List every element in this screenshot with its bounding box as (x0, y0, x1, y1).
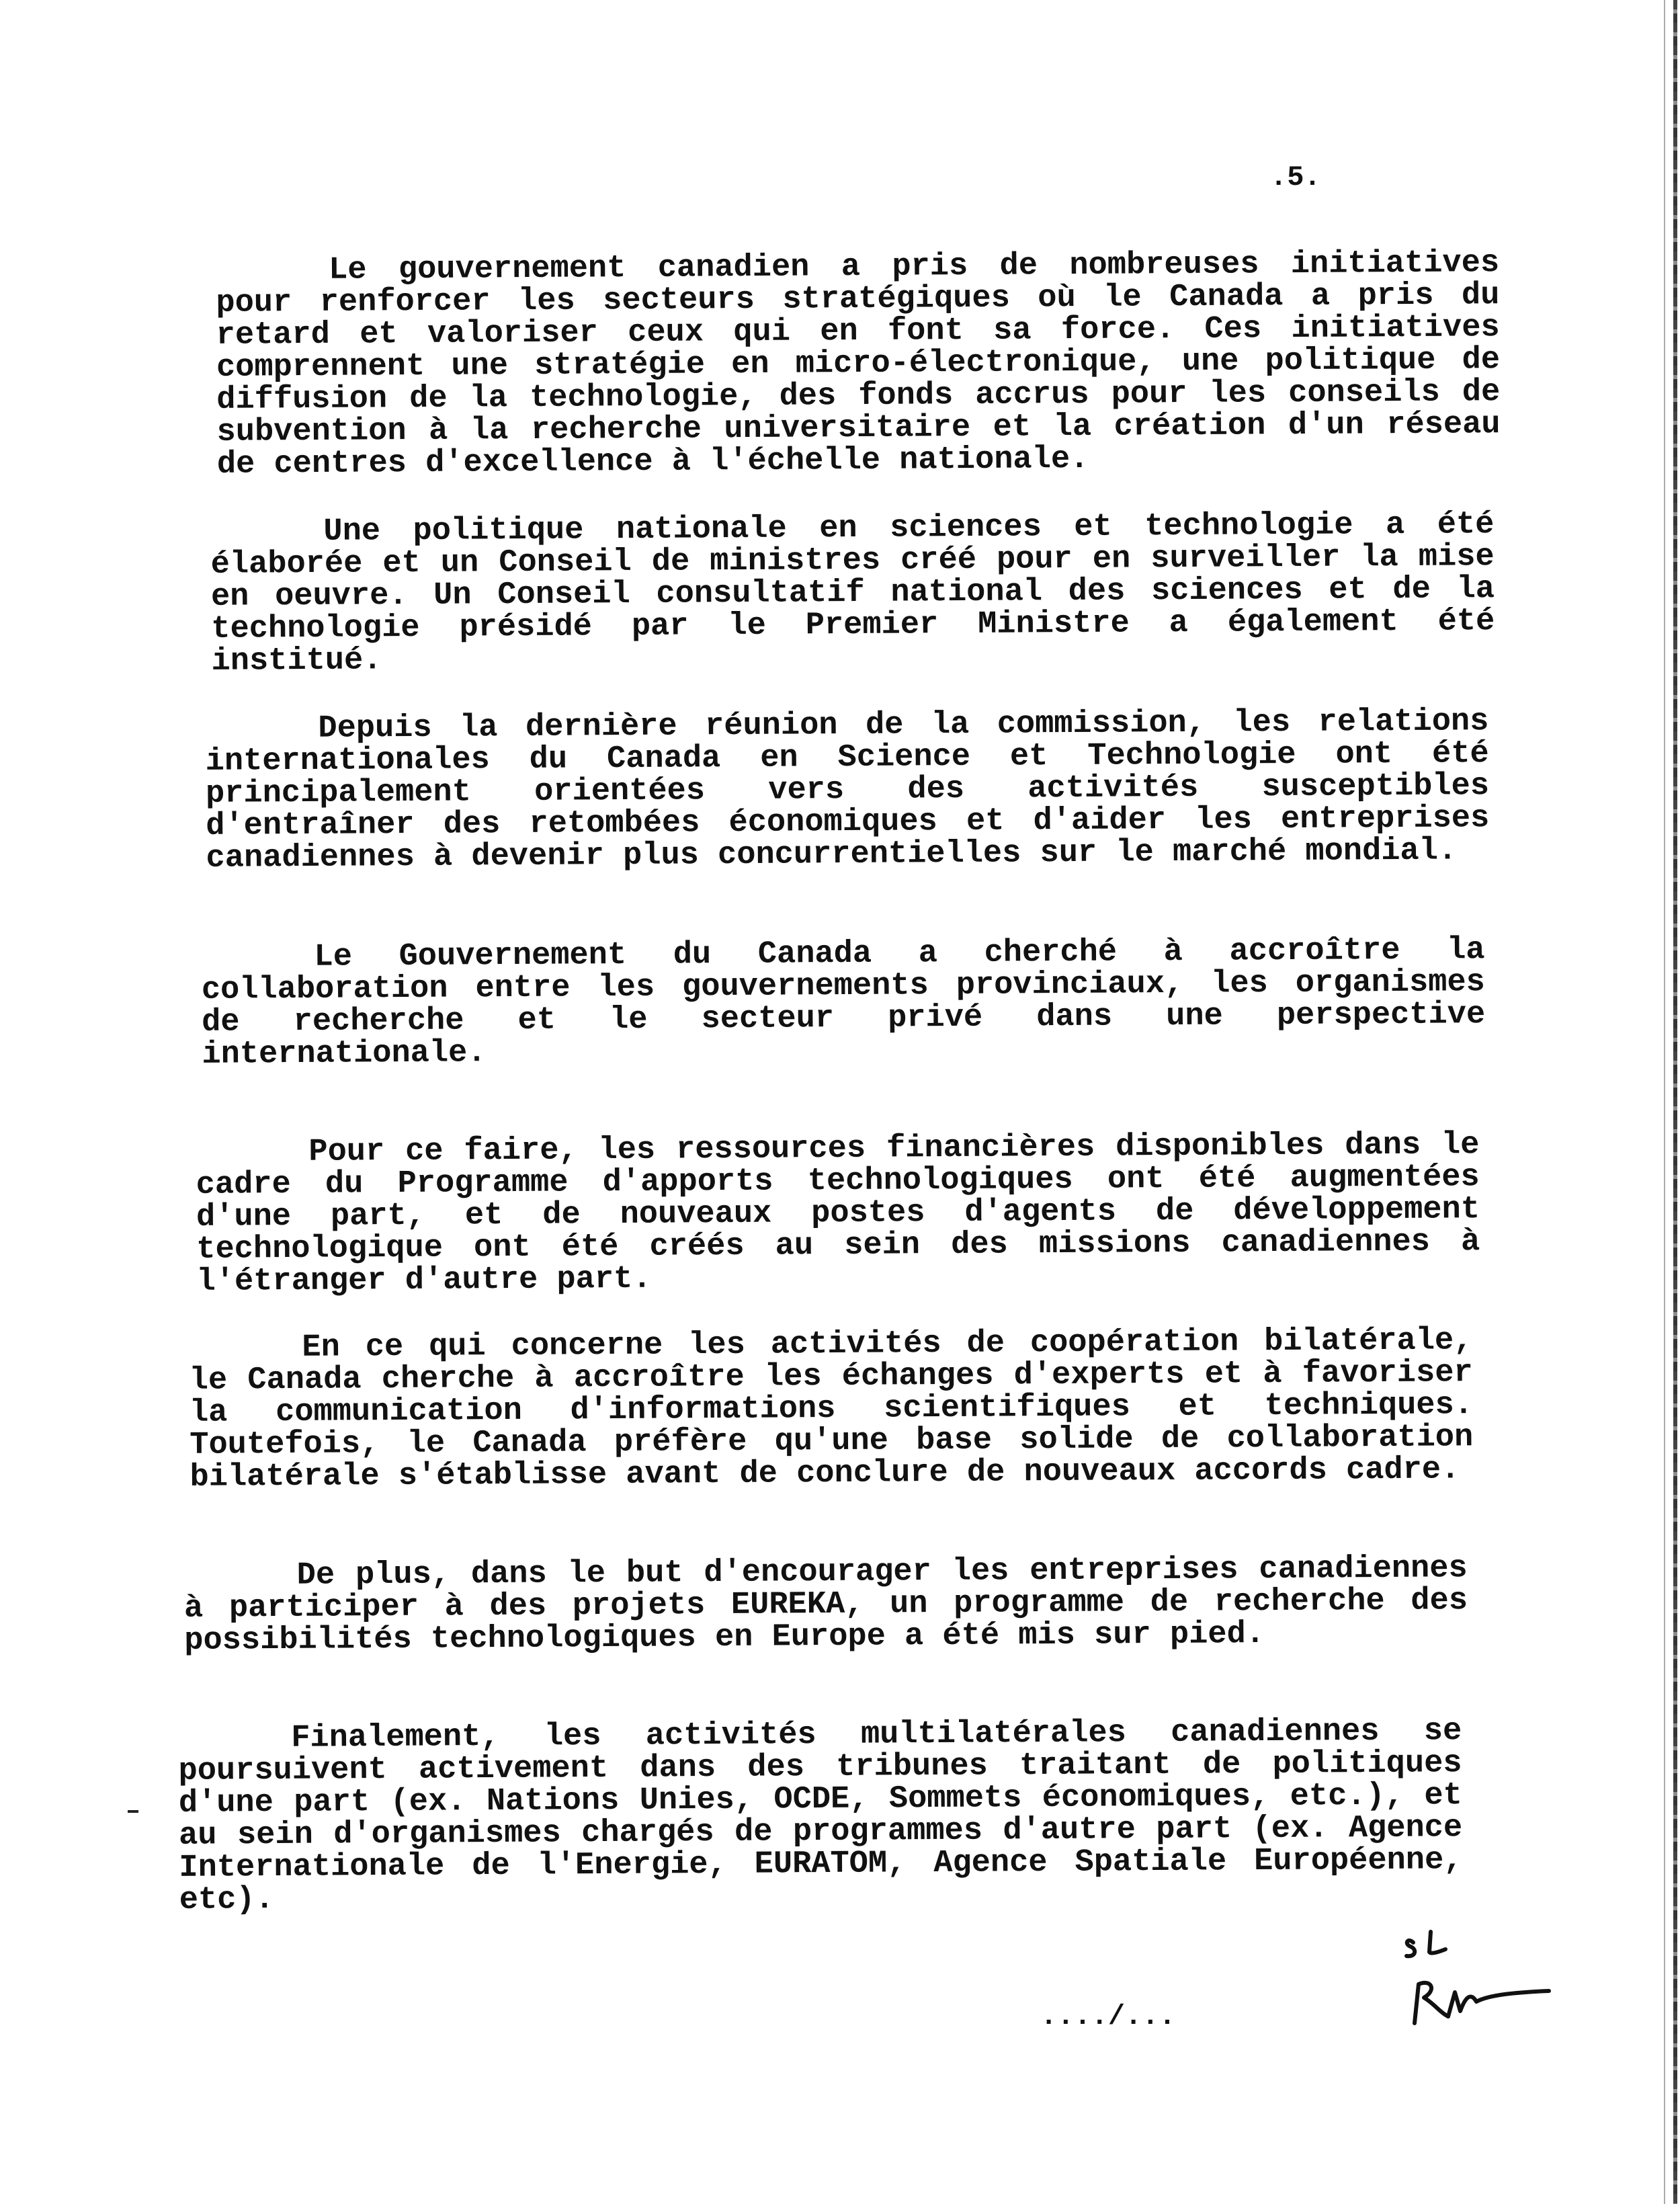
paragraph-initiatives: Le gouvernement canadien a pris de nombreuses initiatives pour renforcer les secteurs stratégiques où le Canada a pris du retard et valoriser ceux qui en font sa force. Ces initiatives comprennent une stratégie en micro-électronique, une politique de diffusion de la technologie, des fonds accrus pour les conseils de subvention à la recherche universitaire et la création d'un réseau de centres d'excellence à l'échelle nationale. (216, 245, 1501, 483)
paragraph-multilateral: Finalement, les activités multilatérales canadiennes se poursuivent activement dans des tribunes traitant de politiques d'une part (ex. Nations Unies, OCDE, Sommets économiques, etc.), et au sein d'organismes chargés de programmes d'autre part (ex. Agence Internationale de l'Energie, EURATOM, Agence Spatiale Européenne, etc). (178, 1713, 1463, 1918)
page-number: .5. (1270, 161, 1321, 194)
continuation-mark: ..../... (1040, 2000, 1176, 2033)
handwritten-initials-signature (1401, 1922, 1556, 2037)
paragraph-international-relations: Depuis la dernière réunion de la commission, les relations internationales du Canada en Science et Technologie ont été principalement orientées vers des activités susceptibles d'entraîner des retombées économiques et d'aider les entreprises canadiennes à devenir plus concurrentielles sur le marché mondial. (205, 704, 1490, 876)
paragraph-bilateral-cooperation: En ce qui concerne les activités de coopération bilatérale, le Canada cherche à accroître les échanges d'experts et à favoriser la communication d'informations scientifiques et techniques. Toutefois, le Canada préfère qu'une base solide de collaboration bilatérale s'établisse avant de conclure de nouveaux accords cadre. (189, 1323, 1474, 1496)
paragraph-financial-resources: Pour ce faire, les ressources financières disponibles dans le cadre du Programme d'apports technologiques ont été augmentées d'une part, et de nouveaux postes d'agents de développement technologique ont été créés au sein des missions canadiennes à l'étranger d'autre part. (196, 1127, 1480, 1300)
scan-edge (1673, 0, 1677, 2204)
scan-edge-line (1664, 0, 1665, 2204)
margin-mark (128, 1810, 138, 1813)
paragraph-collaboration: Le Gouvernement du Canada a cherché à accroître la collaboration entre les gouvernements provinciaux, les organismes de recherche et le secteur privé dans une perspective internationale. (201, 932, 1486, 1073)
paragraph-eureka: De plus, dans le but d'encourager les entreprises canadiennes à participer à des projets EUREKA, un programme de recherche des possibilités technologiques en Europe a été mis sur pied. (183, 1551, 1468, 1659)
paragraph-national-policy: Une politique nationale en sciences et technologie a été élaborée et un Conseil de ministres créé pour en surveiller la mise en oeuvre. Un Conseil consultatif national des sciences et de la technologie présidé par le Premier Ministre a également été institué. (210, 507, 1495, 680)
